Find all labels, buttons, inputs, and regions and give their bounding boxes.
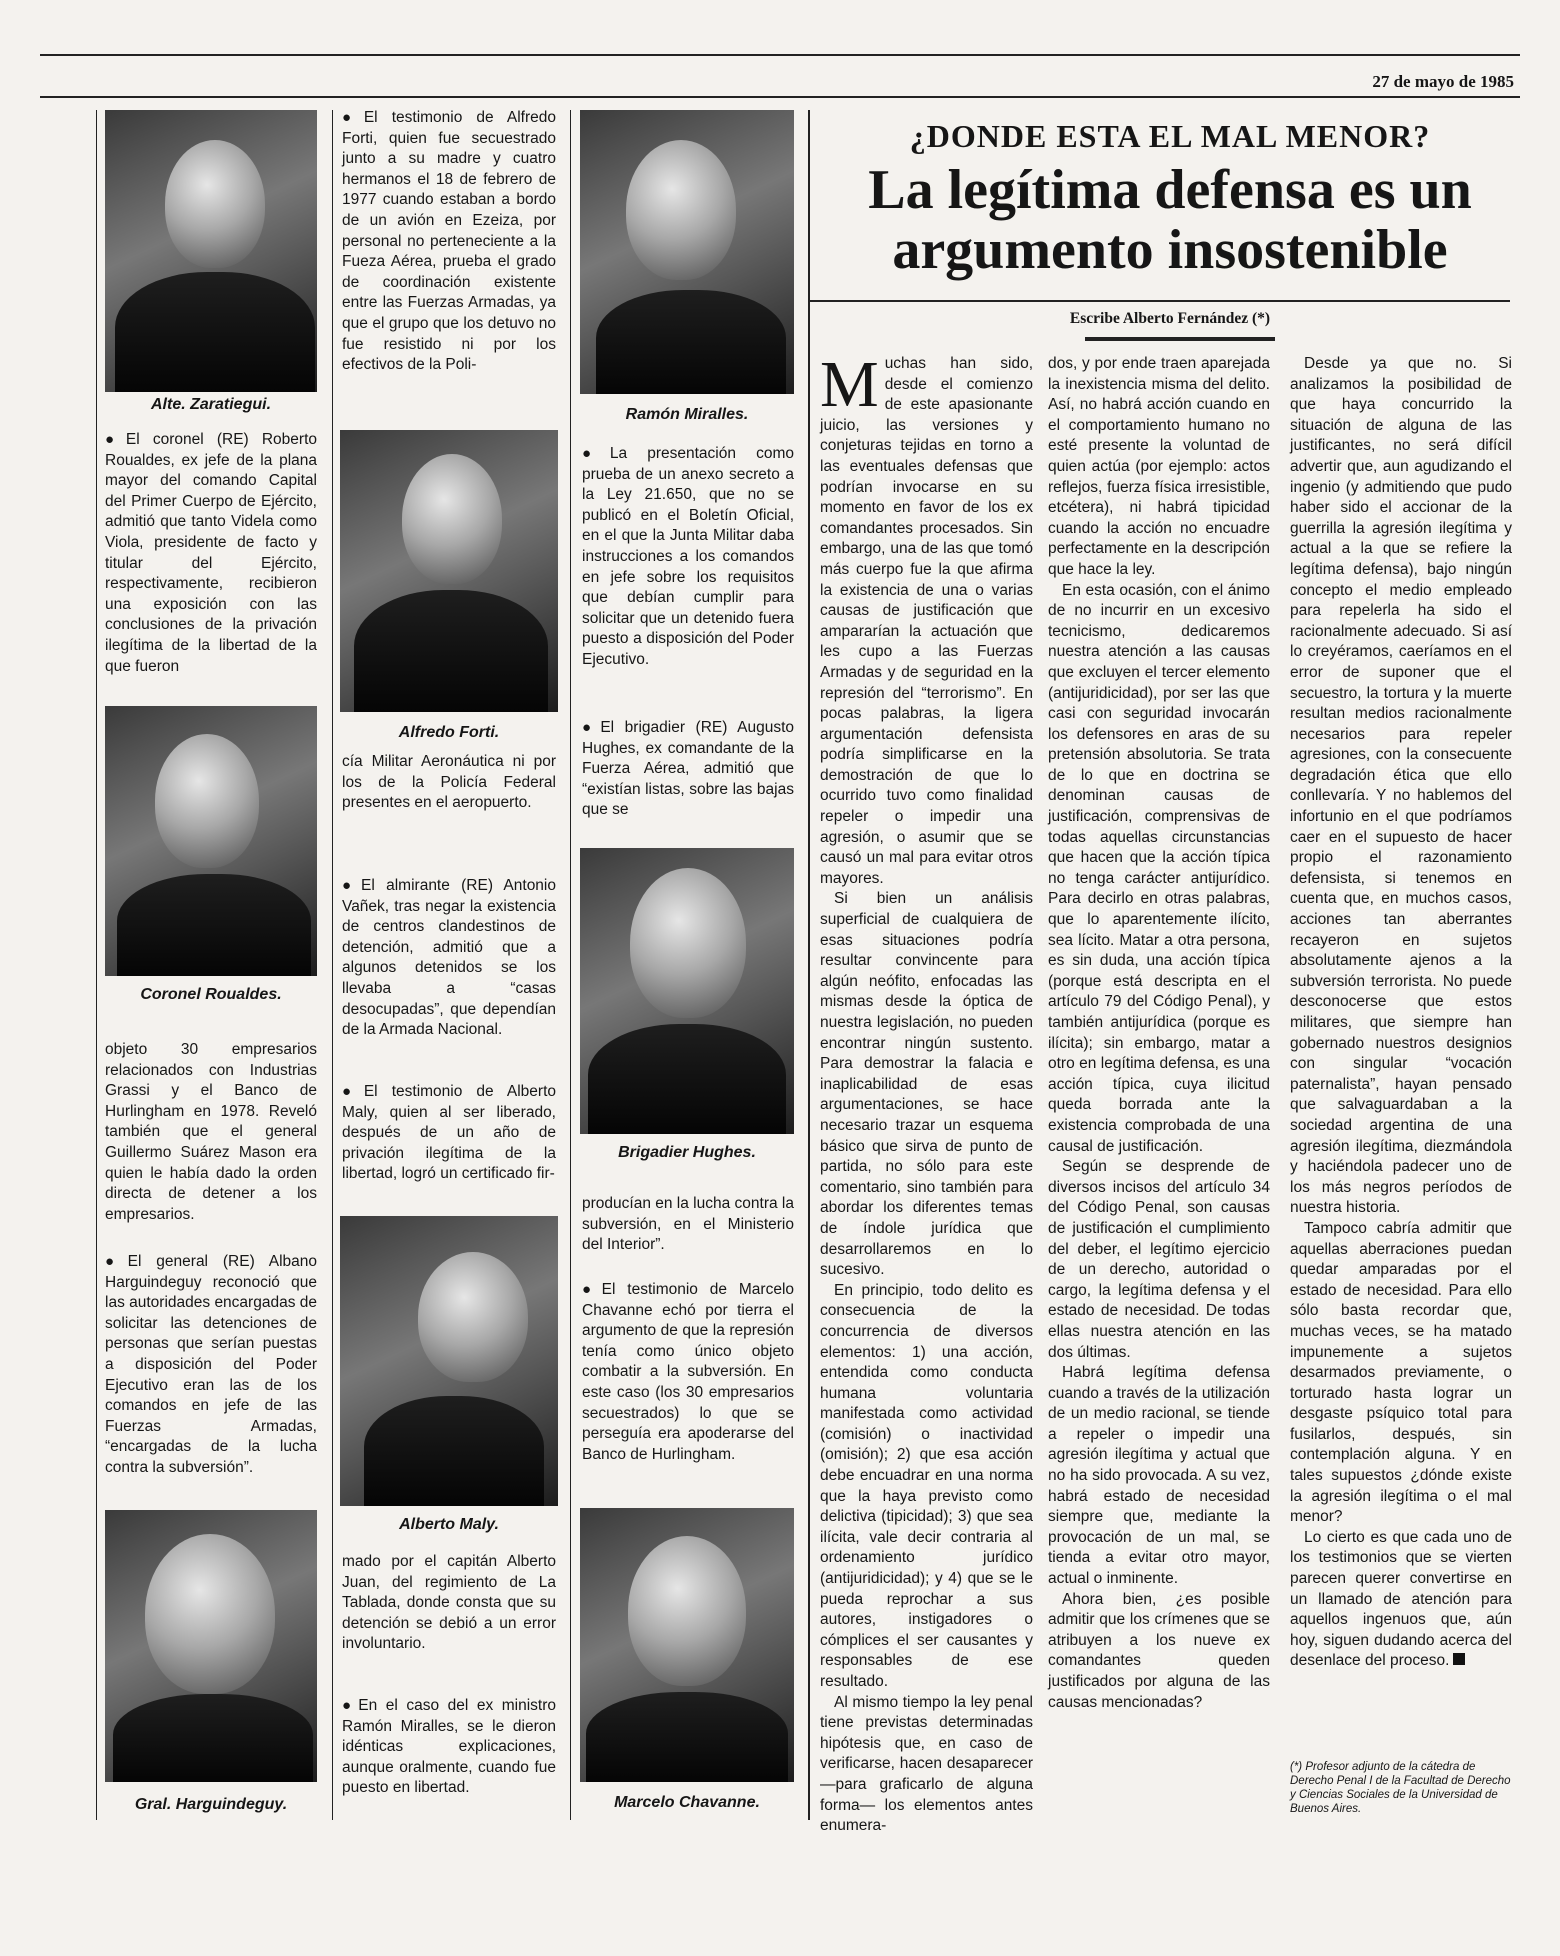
article-kicker: ¿DONDE ESTA EL MAL MENOR?	[909, 118, 1431, 154]
article-byline: Escribe Alberto Fernández (*)	[1069, 310, 1271, 327]
photo-zaratiegui	[105, 110, 317, 392]
col3-item-hughes-cont: producían en la lucha contra la subversión, en el Ministerio del Interior”.	[582, 1195, 794, 1254]
photo-miralles	[580, 110, 794, 394]
caption-roualdes: Coronel Roualdes.	[140, 986, 282, 1003]
column-rule-2	[332, 110, 333, 1820]
top-rule	[40, 54, 1520, 56]
caption-zaratiegui: Alte. Zaratiegui.	[150, 396, 272, 413]
col1-item-roualdes: ● El coronel (RE) Roberto Roualdes, ex jefe de la plana mayor del comando Capital del Primer Cuerpo de Ejército, admitió que tanto Videla como Viola, presidente de facto y titular del Ejército, respectivamente, recibieron una exposición con las conclusiones de la privación ilegítima de la libertad de la que fueron	[105, 431, 318, 675]
col3-item-hughes: ● El brigadier (RE) Augusto Hughes, ex comandante de la Fuerza Aérea, admitió que “existían listas, sobre las bajas que se	[582, 719, 795, 819]
column-rule-4	[808, 110, 810, 1820]
col2-item-maly-cont: mado por el capitán Alberto Juan, del regimiento de La Tablada, donde consta que su detención se debió a un error involuntario.	[342, 1553, 556, 1653]
column-rule-1	[96, 110, 97, 1820]
header-rule	[40, 96, 1520, 98]
caption-chavanne: Marcelo Chavanne.	[614, 1794, 760, 1811]
col1-item-harguindeguy: ● El general (RE) Albano Harguindeguy reconoció que las autoridades encargadas de solicitar las detenciones de personas que serían puestas a disposición del Poder Ejecutivo eran las de los comandos en jefe de las Fuerzas Armadas, “encargadas de la lucha contra la subversión”.	[105, 1253, 318, 1476]
photo-maly	[340, 1216, 558, 1506]
caption-miralles: Ramón Miralles.	[625, 406, 749, 423]
photo-roualdes	[105, 706, 317, 976]
col3-item-chavanne: ● El testimonio de Marcelo Chavanne echó por tierra el argumento de que la represión tenía como único objeto combatir a la subversión. En este caso (los 30 empresarios secuestrados) lo que se perseguía era apoderarse del Banco de Hurlingham.	[582, 1281, 795, 1463]
caption-maly: Alberto Maly.	[399, 1516, 499, 1533]
caption-hughes: Brigadier Hughes.	[618, 1144, 756, 1161]
col2-item-maly: ● El testimonio de Alberto Maly, quien al ser liberado, después de un año de privación ilegítima de la libertad, logró un certificado fir-	[342, 1083, 557, 1183]
photo-chavanne	[580, 1508, 794, 1782]
author-footnote: (*) Profesor adjunto de la cátedra de Derecho Penal I de la Facultad de Derecho y Ciencias Sociales de la Universidad de Buenos Aires.	[1290, 1761, 1511, 1815]
article-column-2: dos, y por ende traen aparejada la inexistencia misma del delito. Así, no habrá acción cuando en el comportamiento humano no esté presente la voluntad de quien actúa (por ejemplo: actos reflejos, fuerza física irresistible, etcétera), ni habrá tipicidad cuando la acción no encuadre perfectamente en la descripción que hace la ley. En esta ocasión, con el ánimo de no incurrir en un excesivo tecnicismo, dedicaremos nuestra atención a las causas que excluyen el tercer elemento (antijuridicidad), por ser las que casi con seguridad invocarán los defensores en aras de su pretensión absolutoria. Se trata de lo que en doctrina se denominan causas de justificación, comprensivas de todas aquellas circunstancias que hacen que la acción típica no tenga carácter antijurídico. Para decirlo en otras palabras, que lo aparentemente ilícito, sea lícito. Matar a otra persona, es sin duda, una acción típica (porque está descripta en el artículo 79 del Código Penal), y también antijurídica (porque es ilícita); sin embargo, matar a otro en legítima defensa, es una acción típica, cuya ilicitud queda borrada ante la existencia comprobada de una causal de justificación. Según se desprende de diversos incisos del artículo 34 del Código Penal, son causas de justificación el cumplimiento del deber, el legítimo ejercicio de un derecho, autoridad o cargo, la legítima defensa y el estado de necesidad. De todas ellas nuestra atención en las dos últimas. Habrá legítima defensa cuando a través de la utilización de un medio racional, se tiende a repeler o impedir una agresión ilegítima y actual que no ha sido provocada. A su vez, habrá estado de necesidad siempre que, mediante la provocación de un mal, se tienda a evitar otro mayor, actual o inminente. Ahora bien, ¿es posible admitir que los crímenes que se atribuyen a los nueve ex comandantes queden justificados por alguna de las causas mencionadas?	[1048, 355, 1270, 1711]
photo-hughes	[580, 848, 794, 1134]
col2-item-vanek: ● El almirante (RE) Antonio Vañek, tras negar la existencia de centros clandestinos de detención, admitió que a algunos detenidos se los llevaba a “casas desocupadas”, que dependían de la Armada Nacional.	[342, 877, 556, 1039]
caption-harguindeguy: Gral. Harguindeguy.	[134, 1796, 288, 1813]
article-headline: La legítima defensa es un argumento insostenible	[868, 159, 1472, 281]
col1-item-roualdes-cont: objeto 30 empresarios relacionados con Industrias Grassi y el Banco de Hurlingham en 1978. Reveló también que el general Guillermo Suárez Mason era quien le había dado la orden directa de detener a los empresarios.	[105, 1041, 317, 1223]
column-rule-3	[570, 110, 571, 1820]
end-mark	[1453, 1653, 1465, 1665]
photo-forti	[340, 430, 558, 712]
headline-underline	[810, 300, 1510, 302]
photo-harguindeguy	[105, 1510, 317, 1782]
col2-item-forti-cont: cía Militar Aeronáutica ni por los de la Policía Federal presentes en el aeropuerto.	[342, 753, 556, 812]
issue-date: 27 de mayo de 1985	[1372, 72, 1514, 91]
col2-item-forti: ● El testimonio de Alfredo Forti, quien fue secuestrado junto a su madre y cuatro hermanos el 18 de febrero de 1977 cuando estaban a bordo de un avión en Ezeiza, por personal no perteneciente a la Fueza Aérea, prueba el grado de coordinación existente entre las Fuerzas Armadas, ya que el grupo que los detuvo no fue resistido ni por los efectivos de la Poli-	[342, 109, 557, 374]
article-column-3: Desde ya que no. Si analizamos la posibilidad de que haya concurrido la situación de alguna de las justificantes, no será difícil advertir que, aun agudizando el ingenio (y admitiendo que pudo haber sido el accionar de la guerrilla la agresión ilegítima y actual a la que se refiere la legítima defensa), bajo ningún concepto el medio empleado para repelerla ha sido el racionalmente adecuado. Si así lo creyéramos, caeríamos en el error de suponer que el secuestro, la tortura y la muerte resultan medios racionalmente necesarios para repeler agresiones, con la consecuente degradación ética que ello conllevaría. Y no hablemos del infortunio en el que podríamos caer en el supuesto de hacer propio el razonamiento defensista, si tenemos en cuenta que, en muchos casos, acciones tan aberrantes recayeron en sujetos absolutamente ajenos a la subversión terrorista. No puede desconocerse que estos militares, que siempre han gobernado nuestros designios con singular “vocación paternalista”, hayan pensado que salvaguardaban a la sociedad argentina de una agresión ilegítima, diezmándola y haciéndola padecer uno de los más negros períodos de nuestra historia. Tampoco cabría admitir que aquellas aberraciones puedan quedar amparadas por el estado de necesidad. Para ello sólo basta recordar que, muchas veces, se ha matado impunemente a sujetos desarmados previamente, o torturado hasta lograr un desgaste psíquico total para fusilarlos, después, sin contemplación alguna. Y en tales supuestos ¿dónde existe la agresión ilegítima o el mal menor? Lo cierto es que cada uno de los testimonios que se vierten parecen querer convertirse en un llamado de atención para aquellos ingenuos que, aún hoy, siguen dudando acerca del desenlace del proceso.	[1290, 355, 1512, 1670]
caption-forti: Alfredo Forti.	[398, 724, 500, 741]
byline-bar	[1085, 337, 1275, 341]
drop-cap: M	[820, 348, 879, 421]
col2-item-miralles: ● En el caso del ex ministro Ramón Miralles, se le dieron idénticas explicaciones, aunque oralmente, cuando fue puesto en libertad.	[342, 1697, 557, 1797]
article-column-1: Muchas han sido, desde el comienzo de este apasionante juicio, las versiones y conjeturas tejidas en torno a las eventuales defensas que podrían invocarse en su momento en favor de los ex comandantes procesados. Sin embargo, una de las que tomó más cuerpo fue la que afirma la existencia de una o varias causas de justificación que ampararían la actuación que les cupo a las Fuerzas Armadas y de seguridad en la represión del “terrorismo”. En pocas palabras, la ligera argumentación defensista podría simplificarse en la demostración de que lo ocurrido tuvo como finalidad repeler o impedir una agresión, o asumir que se causó un mal para evitar otros mayores. Si bien un análisis superficial de cualquiera de esas situaciones podría resultar convincente para algún neófito, enfocadas las mismas desde la óptica de nuestra legislación, no pueden encontrar ningún sustento. Para demostrar la falacia e inaplicabilidad de esas argumentaciones, se hace necesario trazar un esquema básico que sirva de punto de partida, no sólo para este comentario, sino también para abordar los diferentes temas de índole jurídica que desarrollaremos en lo sucesivo. En principio, todo delito es consecuencia de la concurrencia de diversos elementos: 1) una acción, entendida como conducta humana voluntaria manifestada como actividad (comisión) o inactividad (omisión); 2) que esa acción debe encuadrar en una norma que la haya previsto como delictiva (tipicidad); 3) que sea ilícita, vale decir contraria al ordenamiento jurídico (antijuridicidad); y 4) que se le pueda reprochar a sus autores, instigadores o cómplices el ser causantes y responsables de ese resultado. Al mismo tiempo la ley penal tiene previstas determinadas hipótesis que, en caso de verificarse, hacen desaparecer —para graficarlo de alguna forma— los elementos antes enumera-	[820, 348, 1033, 1835]
col3-item-anexo: ● La presentación como prueba de un anexo secreto a la Ley 21.650, que no se publicó en el Boletín Oficial, en el que la Junta Militar daba instrucciones a los comandos en jefe sobre los requisitos que debían cumplir para solicitar que un detenido fuera puesto a disposición del Poder Ejecutivo.	[582, 445, 794, 668]
